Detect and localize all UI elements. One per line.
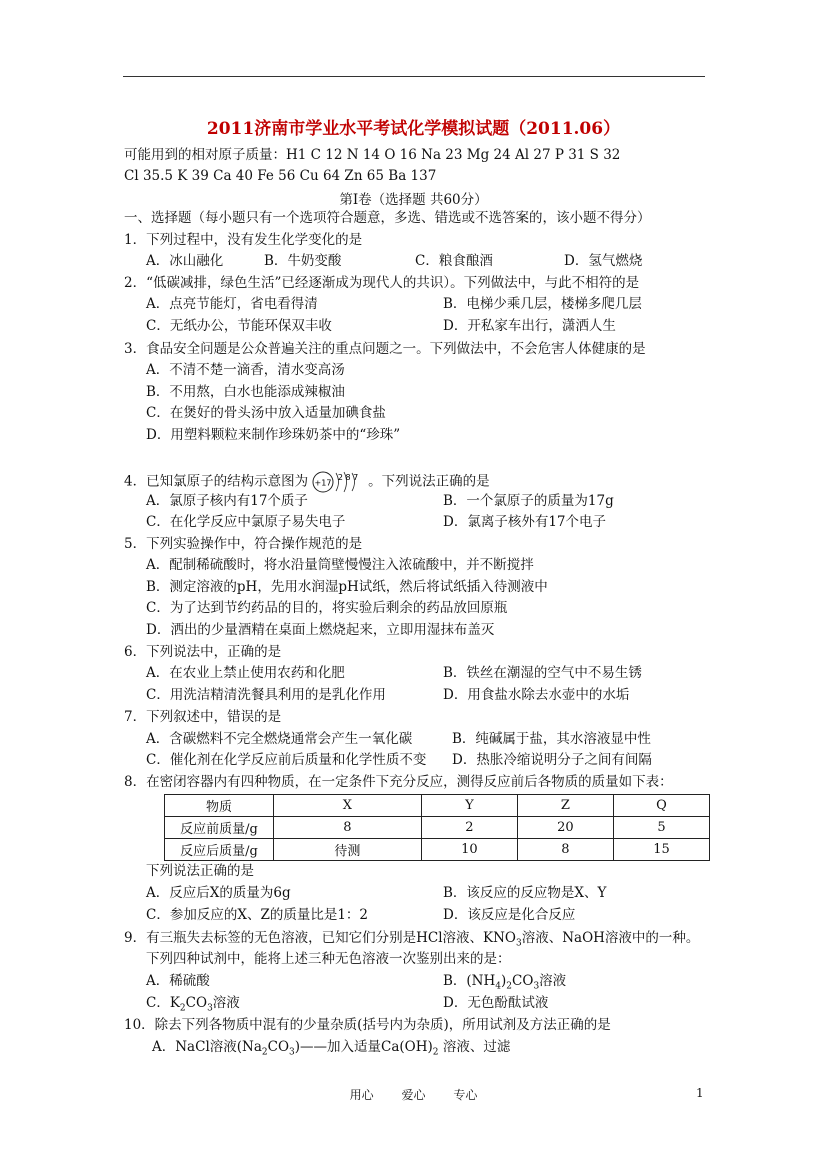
table-cell: 物质 <box>165 795 274 817</box>
page-number: 1 <box>696 1086 704 1100</box>
mass-table <box>164 794 710 861</box>
table-cell: Y <box>421 795 517 817</box>
q10-option-a <box>152 1038 510 1062</box>
formula-text: A．NaCl溶液(Na <box>152 1039 262 1055</box>
q9-option-d: D．无色酚酞试液 <box>443 995 549 1011</box>
q6-option-a: A．在农业上禁止使用农药和化肥 <box>146 665 345 681</box>
table-cell: 8 <box>517 839 613 861</box>
question-8-stem: 8．在密闭容器内有四种物质，在一定条件下充分反应，测得反应前后各物质的质量如下表： <box>124 774 673 790</box>
part-heading: 一、选择题（每小题只有一个选项符合题意，多选、错选或不选答案的，该小题不得分） <box>124 210 651 226</box>
table-row <box>165 839 710 861</box>
question-1-stem: 1．下列过程中，没有发生化学变化的是 <box>124 232 363 248</box>
question-3-stem: 3．食品安全问题是公众普遍关注的重点问题之一。下列做法中，不会危害人体健康的是 <box>124 341 646 357</box>
subscript: 3 <box>515 938 522 949</box>
formula-text: B．(NH <box>443 973 496 989</box>
table-cell: 反应后质量/g <box>165 839 274 861</box>
formula-text: CO <box>267 1039 290 1055</box>
q7-option-a: A．含碳燃料不完全燃烧通常会产生一氧化碳 <box>146 731 413 747</box>
q2-option-d: D．开私家车出行，潇洒人生 <box>443 318 616 334</box>
subscript: 2 <box>261 1047 268 1058</box>
q5-option-c: C．为了达到节约药品的目的，将实验后剩余的药品放回原瓶 <box>146 600 508 616</box>
table-cell: 5 <box>613 817 709 839</box>
q4-stem-part-1: 4．已知氯原子的结构示意图为 <box>124 473 309 490</box>
q3-option-d: D．用塑料颗粒来制作珍珠奶茶中的“珍珠” <box>146 427 401 443</box>
q8-option-b: B．该反应的反应物是X、Y <box>443 885 607 901</box>
footer-text: 用心 <box>349 1088 374 1102</box>
table-cell: 待测 <box>274 839 422 861</box>
header-rule <box>123 76 705 77</box>
atom-shell-electrons: 2 8 7 <box>337 473 359 482</box>
section-heading: 第Ⅰ卷（选择题 共60分） <box>339 192 488 208</box>
table-cell: 10 <box>421 839 517 861</box>
q9-option-b <box>443 972 566 996</box>
page-title: 2011济南市学业水平考试化学模拟试题（2011.06） <box>206 119 621 139</box>
q9-stem-line-2: 下列四种试剂中，能将上述三种无色溶液一次鉴别出来的是： <box>146 951 511 967</box>
table-cell: X <box>274 795 422 817</box>
question-6-stem: 6．下列说法中，正确的是 <box>124 644 282 660</box>
question-5-stem: 5．下列实验操作中，符合操作规范的是 <box>124 536 363 552</box>
subscript: 2 <box>179 1003 186 1014</box>
subscript: 3 <box>533 981 540 992</box>
q9-option-a: A．稀硫酸 <box>146 973 210 989</box>
q7-option-d: D．热胀冷缩说明分子之间有间隔 <box>452 752 652 768</box>
subscript: 2 <box>506 981 513 992</box>
table-cell: 8 <box>274 817 422 839</box>
q7-option-c: C．催化剂在化学反应前后质量和化学性质不变 <box>146 752 427 768</box>
formula-text: )——加入适量Ca(OH) <box>294 1039 433 1055</box>
q3-option-b: B．不用熬，白水也能添成辣椒油 <box>146 384 345 400</box>
formula-text: 溶液 <box>212 995 240 1011</box>
q2-option-c: C．无纸办公，节能环保双丰收 <box>146 318 332 334</box>
q1-option-d: D．氢气燃烧 <box>564 253 643 269</box>
q4-option-c: C．在化学反应中氯原子易失电子 <box>146 514 346 530</box>
q1-option-c: C．粮食酿酒 <box>415 253 493 269</box>
q2-option-b: B．电梯少乘几层，楼梯多爬几层 <box>443 296 642 312</box>
q8-sub-stem: 下列说法正确的是 <box>146 863 254 879</box>
question-7-stem: 7．下列叙述中，错误的是 <box>124 709 282 725</box>
table-cell: 20 <box>517 817 613 839</box>
q8-option-d: D．该反应是化合反应 <box>443 907 576 923</box>
q1-option-b: B．牛奶变酸 <box>264 253 342 269</box>
q1-option-a: A．冰山融化 <box>146 253 224 269</box>
q9-option-c <box>146 994 240 1018</box>
formula-text: 溶液 <box>539 973 567 989</box>
q4-stem-part-2: 。下列说法正确的是 <box>368 473 490 490</box>
formula-text: CO <box>512 973 534 989</box>
table-cell: 2 <box>421 817 517 839</box>
q4-option-a: A．氯原子核内有17个质子 <box>146 493 308 509</box>
q7-option-b: B．纯碱属于盐，其水溶液显中性 <box>452 731 651 747</box>
q5-option-b: B．测定溶液的pH，先用水润湿pH试纸，然后将试纸插入待测液中 <box>146 579 548 595</box>
formula-text: CO <box>185 995 208 1011</box>
q9-stem-part-2: 溶液、NaOH溶液中的一种。 <box>521 930 700 946</box>
q5-option-a: A．配制稀硫酸时，将水沿量筒壁慢慢注入浓硫酸中，并不断搅拌 <box>146 557 534 573</box>
q6-option-c: C．用洗洁精清洗餐具利用的是乳化作用 <box>146 687 386 703</box>
q4-option-d: D．氯离子核外有17个电子 <box>443 514 607 530</box>
question-10-stem: 10．除去下列各物质中混有的少量杂质(括号内为杂质)，所用试剂及方法正确的是 <box>124 1017 611 1033</box>
atom-nucleus-label: +17 <box>314 478 332 488</box>
table-cell: Q <box>613 795 709 817</box>
footer-text: 专心 <box>453 1088 478 1102</box>
subscript: 3 <box>289 1047 295 1058</box>
formula-text: ) <box>501 973 507 989</box>
q8-option-a: A．反应后X的质量为6g <box>146 885 291 901</box>
table-cell: 反应前质量/g <box>165 817 274 839</box>
subscript: 2 <box>432 1047 439 1058</box>
chlorine-atom-diagram <box>310 469 366 495</box>
formula-text: 溶液、过滤 <box>438 1039 511 1055</box>
formula-text: C．K <box>146 995 180 1011</box>
q5-option-d: D．洒出的少量酒精在桌面上燃烧起来，立即用湿抹布盖灭 <box>146 622 495 638</box>
q3-option-c: C．在煲好的骨头汤中放入适量加碘食盐 <box>146 405 386 421</box>
q9-stem-part-1: 9．有三瓶失去标签的无色溶液，已知它们分别是HCl溶液、KNO <box>124 930 516 946</box>
q4-option-b: B．一个氯原子的质量为17g <box>443 493 614 509</box>
subscript: 3 <box>207 1003 213 1014</box>
q3-option-a: A．不清不楚一滴香，清水变高汤 <box>146 362 345 378</box>
q6-option-d: D．用食盐水除去水壶中的水垢 <box>443 687 630 703</box>
q2-option-a: A．点亮节能灯，省电看得清 <box>146 296 318 312</box>
footer-text: 爱心 <box>401 1088 426 1102</box>
atomic-masses-line-1: 可能用到的相对原子质量：H1 C 12 N 14 O 16 Na 23 Mg 24 Al 27 P 31 S 32 <box>124 147 621 163</box>
q8-option-c: C．参加反应的X、Z的质量比是1：2 <box>146 907 368 923</box>
table-row <box>165 817 710 839</box>
table-cell: 15 <box>613 839 709 861</box>
atomic-masses-line-2: Cl 35.5 K 39 Ca 40 Fe 56 Cu 64 Zn 65 Ba 137 <box>124 168 437 184</box>
table-header-row <box>165 795 710 817</box>
table-cell: Z <box>517 795 613 817</box>
q6-option-b: B．铁丝在潮湿的空气中不易生锈 <box>443 665 642 681</box>
subscript: 4 <box>495 981 502 992</box>
question-2-stem: 2．“低碳减排，绿色生活”已经逐渐成为现代人的共识）。下列做法中，与此不相符的是 <box>124 275 640 291</box>
